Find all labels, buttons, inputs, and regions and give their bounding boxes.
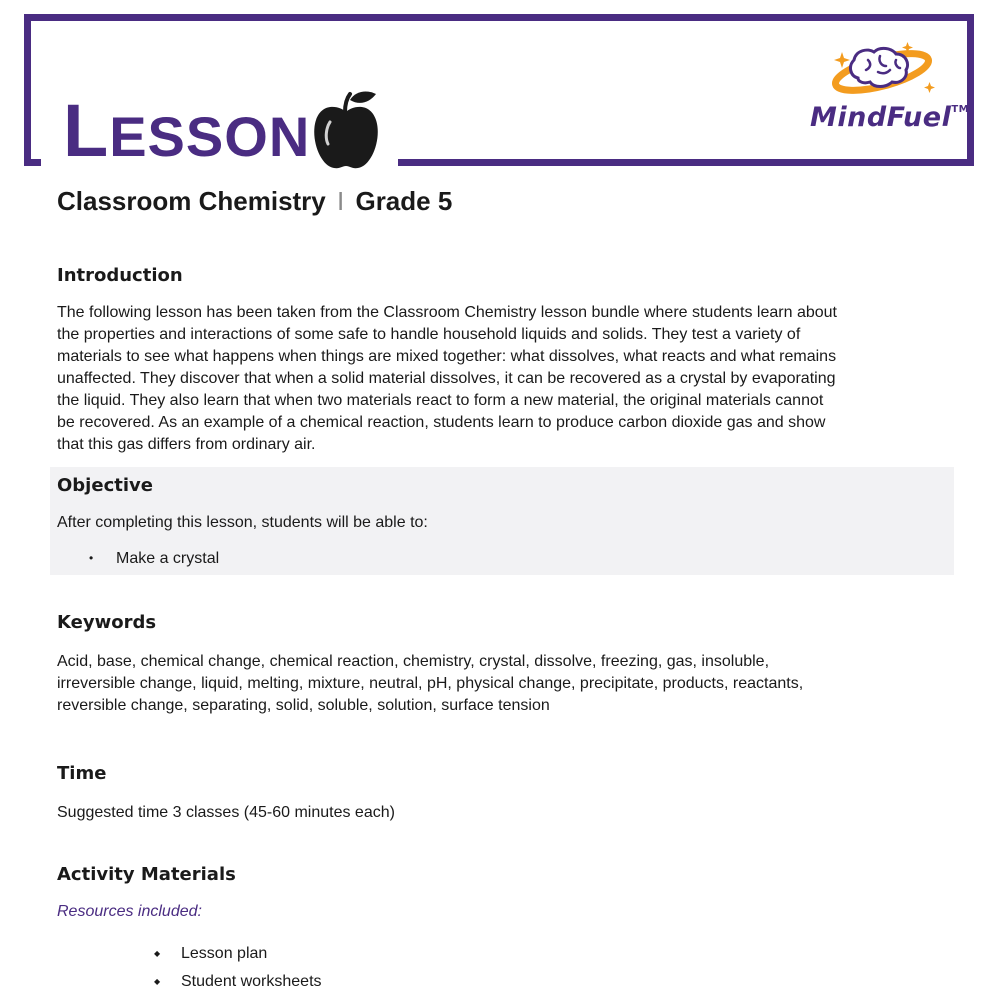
lesson-title [63,89,311,174]
objective-intro: After completing this lesson, students will be able to: [57,514,428,531]
frame-right-border [967,14,974,166]
frame-left-border [24,14,31,166]
list-item: ◆ Student worksheets [57,971,947,999]
logo-trademark: TM [951,104,970,115]
objective-section [57,475,947,568]
frame-top-border [24,14,974,21]
introduction-line: be recovered. As an example of a chemical reaction, students learn to produce carbon dioxide gas and show [57,414,826,431]
resources-label: Resources included: [57,903,202,920]
keywords-heading: Keywords [57,612,157,633]
objective-heading: Objective [57,475,153,496]
keywords-body [57,651,947,717]
keywords-section [57,612,947,717]
subtitle-separator: I [337,186,345,216]
frame-bottom-border-right [398,159,974,166]
mindfuel-logo [810,40,970,140]
lesson-name: Classroom Chemistry [57,186,326,216]
introduction-line: the liquid. They also learn that when two materials react to form a new material, the original materials cannot [57,392,824,409]
brain-planet-icon [824,40,948,104]
list-item: • Make a crystal [57,550,947,568]
logo-text: MindFuel [810,102,952,133]
time-heading: Time [57,763,107,784]
time-section [57,763,947,824]
introduction-section [57,265,947,456]
list-item: ◆ Lesson plan [57,943,947,971]
introduction-line: the properties and interactions of some safe to handle household liquids and solids. They test a variety of [57,326,801,343]
lesson-title-rest: ESSON [109,105,311,168]
resources-list [57,943,947,999]
lesson-subtitle [57,186,452,217]
keywords-line: reversible change, separating, solid, soluble, solution, surface tension [57,697,550,714]
introduction-heading: Introduction [57,265,183,286]
keywords-line: irreversible change, liquid, melting, mixture, neutral, pH, physical change, precipitate, products, reactants, [57,675,804,692]
objective-list [57,550,947,568]
introduction-line: unaffected. They discover that when a solid material dissolves, it can be recovered as a crystal by evaporating [57,370,836,387]
introduction-line: that this gas differs from ordinary air. [57,436,316,453]
grade-label: Grade 5 [355,186,453,216]
keywords-line: Acid, base, chemical change, chemical reaction, chemistry, crystal, dissolve, freezing, gas, insoluble, [57,653,770,670]
materials-heading: Activity Materials [57,864,236,885]
logo-wordmark [810,102,970,133]
time-text: Suggested time 3 classes (45-60 minutes each) [57,804,395,821]
frame-bottom-border-left [24,159,41,166]
introduction-body [57,302,947,456]
lesson-title-initial: L [63,89,110,172]
introduction-line: materials to see what happens when things are mixed together: what dissolves, what reacts and what remains [57,348,837,365]
apple-icon [310,88,382,172]
materials-section [57,864,947,999]
introduction-line: The following lesson has been taken from the Classroom Chemistry lesson bundle where students learn about [57,304,837,321]
